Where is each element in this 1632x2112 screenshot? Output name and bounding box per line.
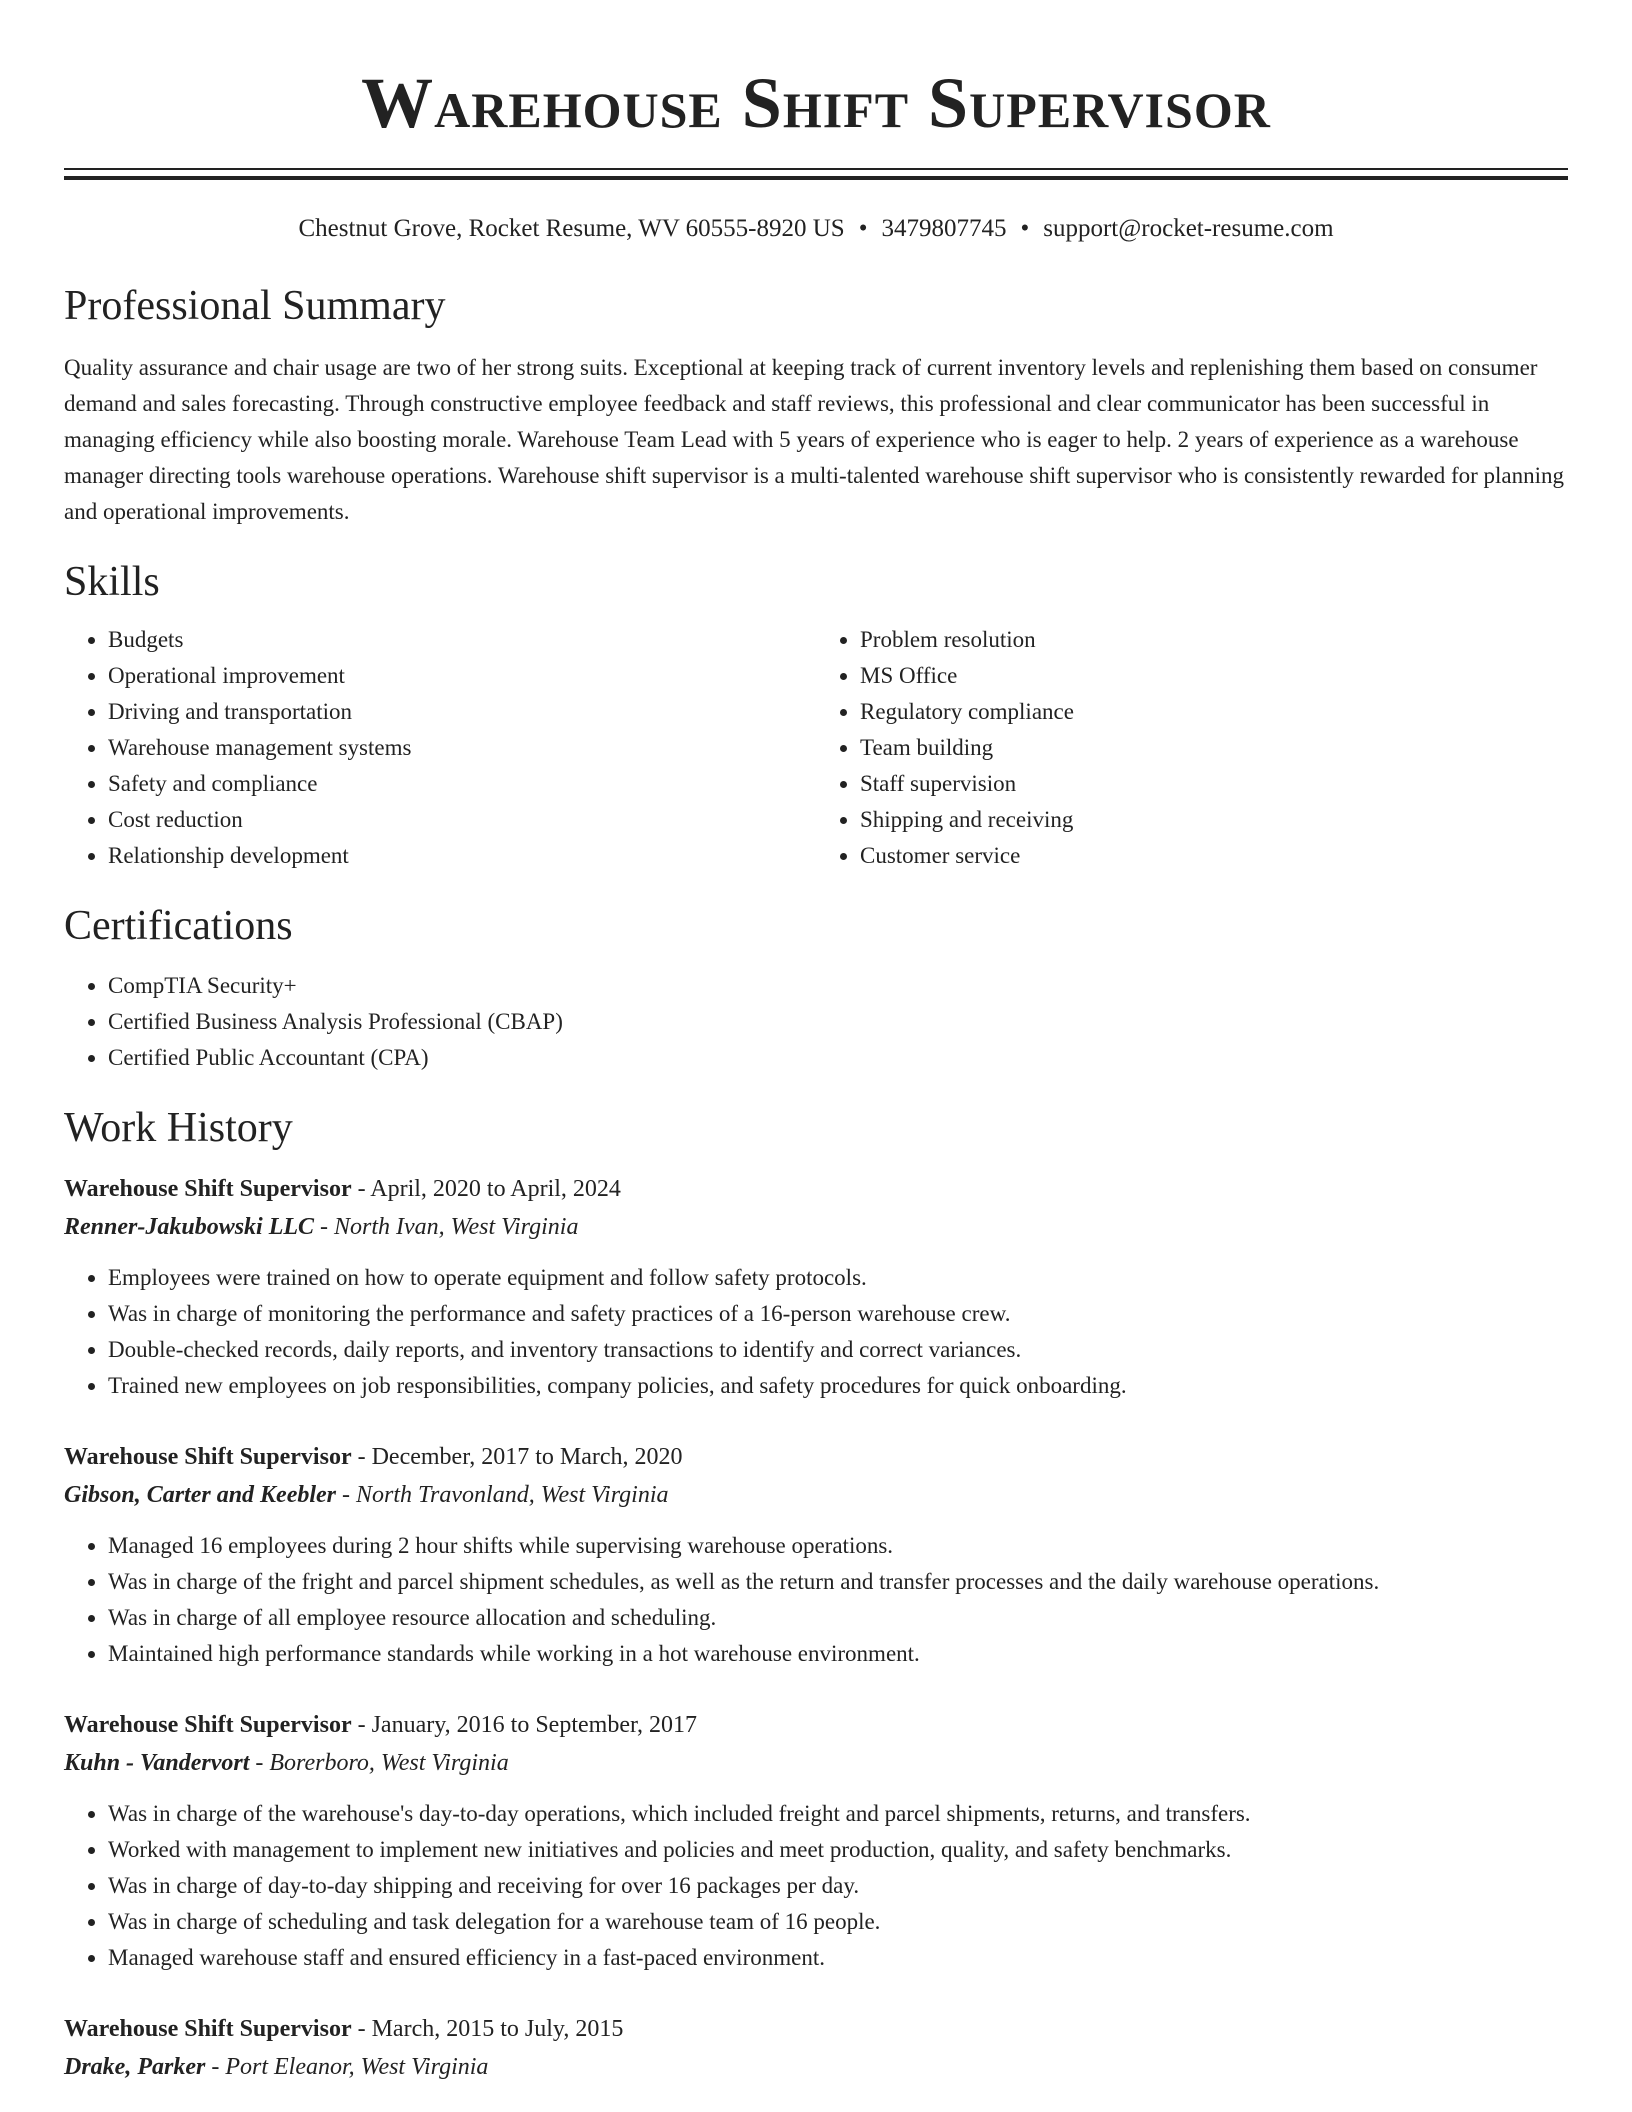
certification-item: • CompTIA Security+ bbox=[108, 968, 1568, 1004]
job-location: - North Travonland, West Virginia bbox=[336, 1482, 669, 1508]
job-bullet: • Was in charge of scheduling and task delegation for a warehouse team of 16 people. bbox=[108, 1904, 1568, 1940]
job-bullet: • Employees were trained on how to operate equipment and follow safety protocols. bbox=[108, 1260, 1568, 1296]
job-dates: - March, 2015 to July, 2015 bbox=[351, 2016, 624, 2042]
job-location: - Borerboro, West Virginia bbox=[249, 1750, 509, 1776]
skill-item: • Team building bbox=[860, 730, 1568, 766]
job-dates: - April, 2020 to April, 2024 bbox=[351, 1176, 621, 1202]
job-company-line bbox=[64, 1208, 1568, 1246]
job-bullets bbox=[64, 1796, 1568, 1976]
skill-item: • Driving and transportation bbox=[108, 694, 816, 730]
job-title: Warehouse Shift Supervisor bbox=[64, 2016, 352, 2042]
skill-item: • Problem resolution bbox=[860, 622, 1568, 658]
skill-item: • Cost reduction bbox=[108, 802, 816, 838]
job-company: Drake, Parker bbox=[64, 2054, 206, 2080]
contact-email[interactable]: support@rocket-resume.com bbox=[1043, 215, 1334, 242]
job-dates: - January, 2016 to September, 2017 bbox=[351, 1712, 698, 1738]
summary-heading: Professional Summary bbox=[64, 283, 446, 329]
job-bullet: • Managed warehouse staff and ensured efficiency in a fast-paced environment. bbox=[108, 1940, 1568, 1976]
job-company: Renner-Jakubowski LLC bbox=[64, 1214, 315, 1240]
contact-separator: • bbox=[858, 215, 868, 242]
job-bullet: • Trained new employees on job responsibilities, company policies, and safety procedures for quick onboarding. bbox=[108, 1368, 1568, 1404]
certifications-heading: Certifications bbox=[64, 903, 293, 949]
job-bullet: • Was in charge of the warehouse's day-to-day operations, which included freight and parcel shipments, returns, and transfers. bbox=[108, 1796, 1568, 1832]
job-company: Kuhn - Vandervort bbox=[64, 1750, 250, 1776]
job-title: Warehouse Shift Supervisor bbox=[64, 1712, 352, 1738]
job-bullets bbox=[64, 1528, 1568, 1672]
skill-item: • Warehouse management systems bbox=[108, 730, 816, 766]
job-bullet: • Was in charge of all employee resource allocation and scheduling. bbox=[108, 1600, 1568, 1636]
job-location: - North Ivan, West Virginia bbox=[314, 1214, 579, 1240]
skill-item: • Safety and compliance bbox=[108, 766, 816, 802]
skills-list-left bbox=[64, 622, 816, 874]
job-entry bbox=[64, 1170, 1568, 1404]
certification-item: • Certified Public Accountant (CPA) bbox=[108, 1040, 1568, 1076]
job-bullet: • Double-checked records, daily reports, and inventory transactions to identify and correct variances. bbox=[108, 1332, 1568, 1368]
skills-heading: Skills bbox=[64, 559, 160, 605]
contact-line bbox=[64, 212, 1568, 246]
skills-grid bbox=[64, 622, 1568, 874]
contact-phone: 3479807745 bbox=[881, 215, 1007, 242]
resume-title: Warehouse Shift Supervisor bbox=[361, 63, 1271, 143]
job-location: - Port Eleanor, West Virginia bbox=[205, 2054, 489, 2080]
job-company-line bbox=[64, 2048, 1568, 2086]
summary-text: Quality assurance and chair usage are two of her strong suits. Exceptional at keeping track of current inventory levels and replenishing them based on consumer demand and sales forecasting. Through constructive employee feedback and staff reviews, this professional and clear communicator has been successful in managing efficiency while also boosting morale. Warehouse Team Lead with 5 years of experience who is eager to help. 2 years of experience as a warehouse manager directing tools warehouse operations. Warehouse shift supervisor is a multi-talented warehouse shift supervisor who is consistently rewarded for planning and operational improvements. bbox=[64, 355, 1565, 524]
contact-address: Chestnut Grove, Rocket Resume, WV 60555-8920 US bbox=[298, 215, 845, 242]
work-history-heading: Work History bbox=[64, 1105, 293, 1151]
job-header bbox=[64, 2010, 1568, 2048]
job-company-line bbox=[64, 1744, 1568, 1782]
job-bullet: • Managed 16 employees during 2 hour shifts while supervising warehouse operations. bbox=[108, 1528, 1568, 1564]
job-header bbox=[64, 1438, 1568, 1476]
skill-item: • Budgets bbox=[108, 622, 816, 658]
skill-item: • Staff supervision bbox=[860, 766, 1568, 802]
job-entry bbox=[64, 1706, 1568, 1976]
job-header bbox=[64, 1170, 1568, 1208]
skill-item: • MS Office bbox=[860, 658, 1568, 694]
skill-item: • Customer service bbox=[860, 838, 1568, 874]
job-bullet: • Maintained high performance standards while working in a hot warehouse environment. bbox=[108, 1636, 1568, 1672]
skill-item: • Regulatory compliance bbox=[860, 694, 1568, 730]
skill-item: • Shipping and receiving bbox=[860, 802, 1568, 838]
job-bullet: • Was in charge of the fright and parcel shipment schedules, as well as the return and transfer processes and the daily warehouse operations. bbox=[108, 1564, 1568, 1600]
contact-separator: • bbox=[1020, 215, 1030, 242]
job-header bbox=[64, 1706, 1568, 1744]
job-bullet: • Worked with management to implement new initiatives and policies and meet production, quality, and safety benchmarks. bbox=[108, 1832, 1568, 1868]
job-title: Warehouse Shift Supervisor bbox=[64, 1444, 352, 1470]
job-company: Gibson, Carter and Keebler bbox=[64, 1482, 337, 1508]
job-bullets bbox=[64, 1260, 1568, 1404]
skill-item: • Relationship development bbox=[108, 838, 816, 874]
job-bullet: • Was in charge of day-to-day shipping and receiving for over 16 packages per day. bbox=[108, 1868, 1568, 1904]
job-bullet: • Was in charge of monitoring the performance and safety practices of a 16-person warehouse crew. bbox=[108, 1296, 1568, 1332]
job-entry bbox=[64, 2010, 1568, 2086]
job-entry bbox=[64, 1438, 1568, 1672]
job-title: Warehouse Shift Supervisor bbox=[64, 1176, 352, 1202]
job-dates: - December, 2017 to March, 2020 bbox=[351, 1444, 683, 1470]
job-company-line bbox=[64, 1476, 1568, 1514]
title-divider bbox=[64, 168, 1568, 180]
certifications-list bbox=[64, 968, 1568, 1076]
certification-item: • Certified Business Analysis Professional (CBAP) bbox=[108, 1004, 1568, 1040]
skills-list-right bbox=[816, 622, 1568, 874]
skill-item: • Operational improvement bbox=[108, 658, 816, 694]
